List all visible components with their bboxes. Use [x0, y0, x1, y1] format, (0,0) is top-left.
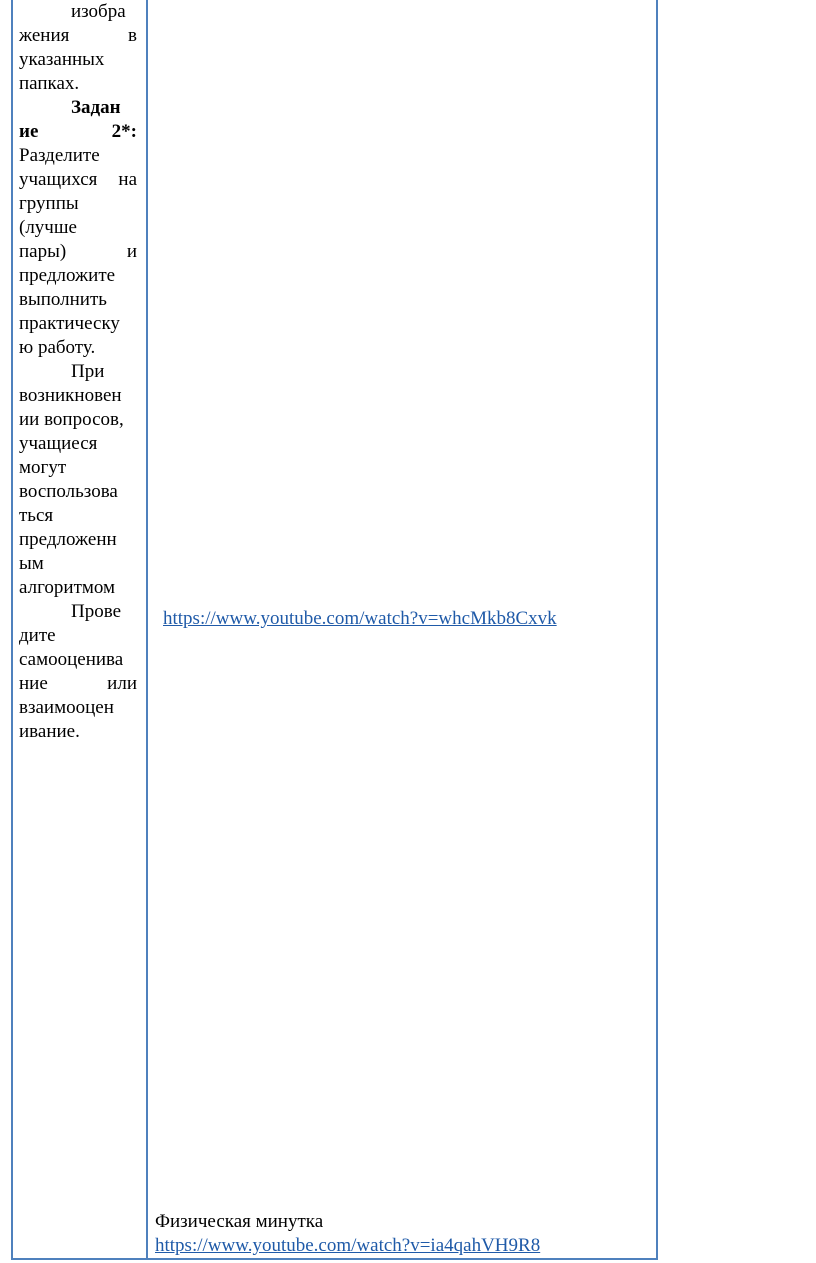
- text-line: учащиеся: [19, 433, 98, 454]
- text-line: учащихся на: [19, 169, 137, 190]
- text-line: выполнить: [19, 289, 107, 310]
- text-line: При: [71, 361, 105, 382]
- task-heading: Задан: [71, 97, 121, 118]
- text-line: ние или: [19, 673, 137, 694]
- task-description-column: [19, 0, 137, 744]
- lesson-table: [11, 0, 658, 1260]
- text-line: группы: [19, 193, 79, 214]
- text-line: взаимооцен: [19, 697, 114, 718]
- text-line: пары) и: [19, 241, 137, 262]
- text-line: Прове: [71, 601, 122, 622]
- text-line: предложите: [19, 265, 116, 286]
- text-line: ться: [19, 505, 54, 526]
- text-line: алгоритмом: [19, 577, 116, 598]
- text-line: Разделите: [19, 145, 100, 166]
- text-line: ии вопросов,: [19, 409, 124, 430]
- text-line: самооценива: [19, 649, 124, 670]
- task-heading: ие 2*:: [19, 121, 137, 142]
- text-line: ю работу.: [19, 337, 96, 358]
- text-line: указанных: [19, 49, 105, 70]
- column-divider: [146, 0, 148, 1258]
- text-line: папках.: [19, 73, 80, 94]
- text-line: жения в: [19, 25, 137, 46]
- text-line: дите: [19, 625, 56, 646]
- text-line: могут: [19, 457, 67, 478]
- physical-break-video-link[interactable]: https://www.youtube.com/watch?v=ia4qahVH9R8: [155, 1235, 541, 1256]
- text-line: практическу: [19, 313, 120, 334]
- text-line: изобра: [71, 1, 126, 22]
- text-line: предложенн: [19, 529, 117, 550]
- text-line: ым: [19, 553, 44, 574]
- text-line: ивание.: [19, 721, 80, 742]
- text-line: возникновен: [19, 385, 122, 406]
- text-line: (лучше: [19, 217, 77, 238]
- youtube-video-link[interactable]: https://www.youtube.com/watch?v=whcMkb8Cxvk: [163, 608, 557, 629]
- text-line: воспользова: [19, 481, 118, 502]
- physical-break-section: [155, 1210, 540, 1258]
- physical-break-title: Физическая минутка: [155, 1211, 324, 1232]
